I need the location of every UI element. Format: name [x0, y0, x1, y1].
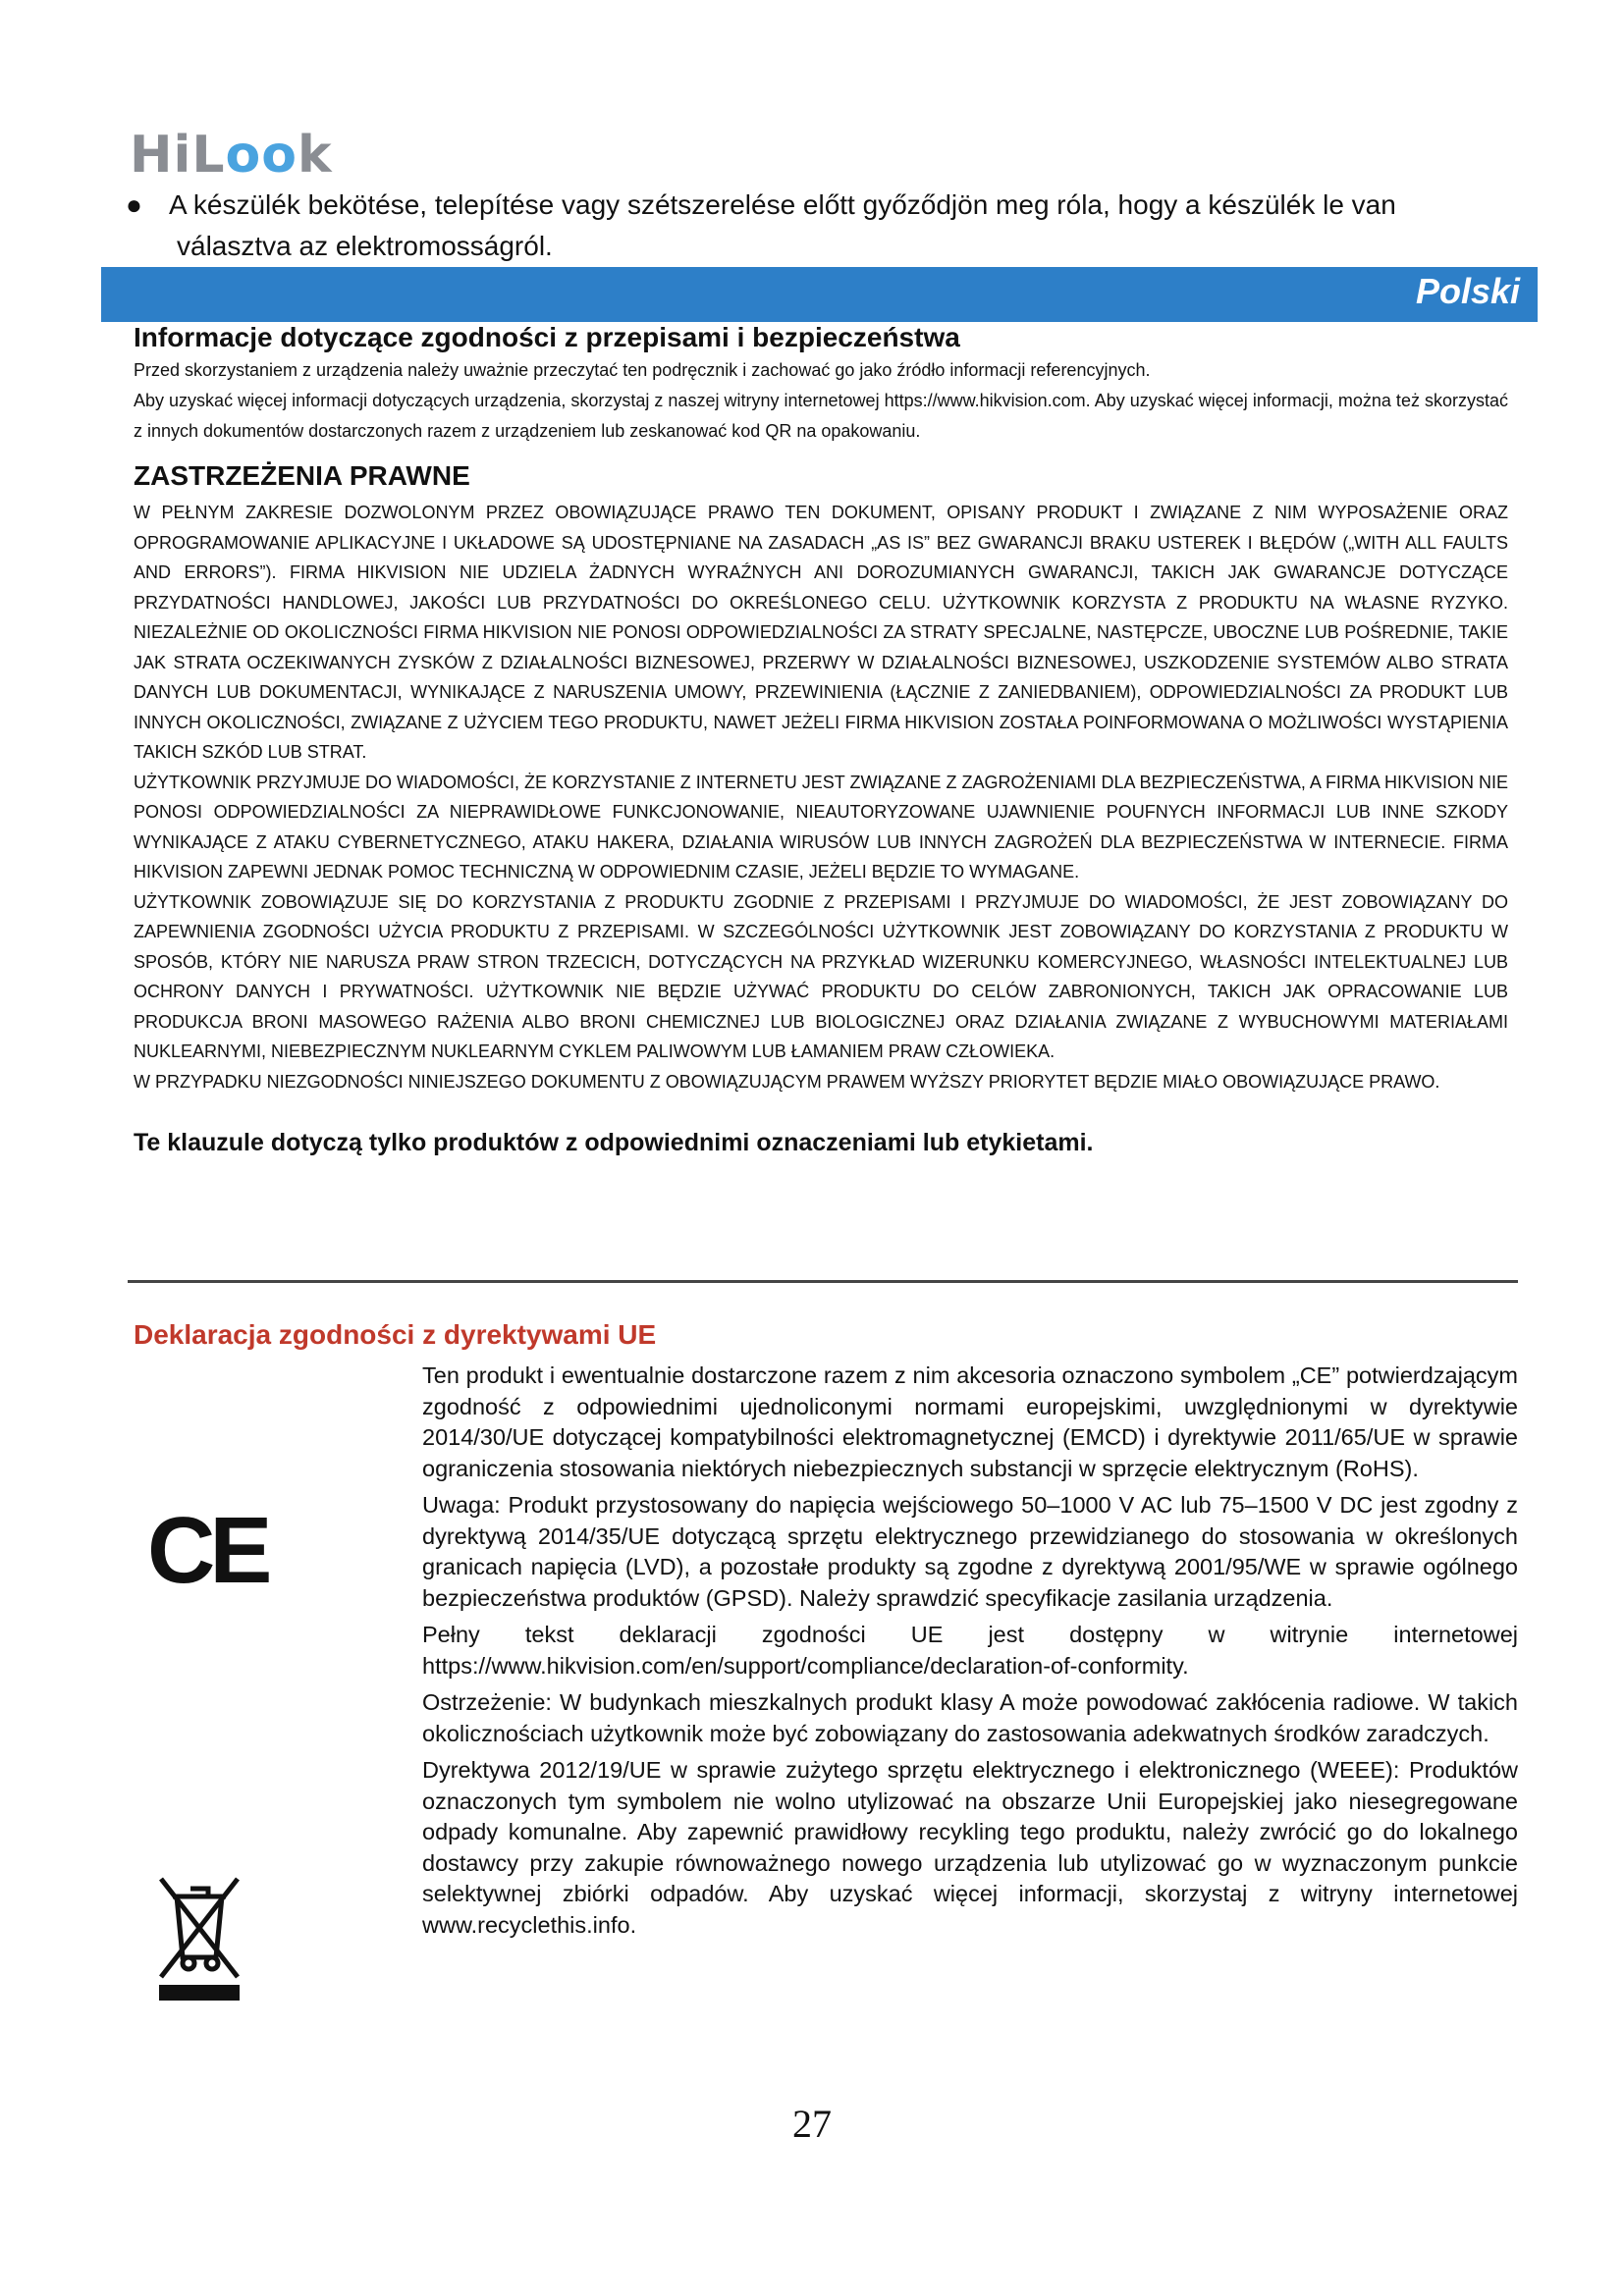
weee-bin-icon: [155, 1875, 244, 2002]
ce-mark-icon: CE: [147, 1498, 267, 1603]
section-divider: [128, 1280, 1518, 1283]
declaration-heading: Deklaracja zgodności z dyrektywami UE: [134, 1319, 657, 1350]
language-label: Polski: [1415, 271, 1520, 311]
language-bar: [101, 267, 1538, 322]
hilook-logo: HiLook: [130, 126, 333, 185]
info-paragraph-1: Przed skorzystaniem z urządzenia należy uważnie przeczytać ten podręcznik i zachować go jako źródło informacji referencyjnych.: [134, 360, 1151, 380]
declaration-paragraph-5: Dyrektywa 2012/19/UE w sprawie zużytego sprzętu elektrycznego i elektronicznego (WEEE): Produktów oznaczonych tym symbolem nie wolno utylizować na obszarze Unii Europejskiej jako niesegregowane odpady komunalne. Aby zapewnić prawidłowy recykling tego produktu, należy zwrócić go do lokalnego dostawcy przy zakupie równoważnego nowego urządzenia lub utylizować go w wyznaczonym punkcie selektywnej zbiórki odpadów. Aby uzyskać więcej informacji, skorzystaj z witryny internetowej www.recyclethis.info.: [422, 1757, 1518, 1938]
clause-note: Te klauzule dotyczą tylko produktów z odpowiednimi oznaczeniami lub etykietami.: [134, 1129, 1094, 1156]
main-content: [134, 320, 1508, 1159]
bullet-icon: ●: [126, 189, 142, 220]
legal-heading: ZASTRZEŻENIA PRAWNE: [134, 460, 470, 491]
legal-paragraph-3: UŻYTKOWNIK ZOBOWIĄZUJE SIĘ DO KORZYSTANIA Z PRODUKTU ZGODNIE Z PRZEPISAMI I PRZYJMUJE DO WIADOMOŚCI, ŻE JEST ZOBOWIĄZANY DO ZAPEWNIENIA ZGODNOŚCI UŻYCIA PRODUKTU Z PRZEPISAMI. W SZCZEGÓLNOŚCI UŻYTKOWNIK JEST ZOBOWIĄZANY DO KORZYSTANIA Z PRODUKTU W SPOSÓB, KTÓRY NIE NARUSZA PRAW STRON TRZECICH, DOTYCZĄCYCH NA PRZYKŁAD WIZERUNKU KOMERCYJNEGO, WŁASNOŚCI INTELEKTUALNEJ LUB OCHRONY DANYCH I PRYWATNOŚCI. UŻYTKOWNIK NIE BĘDZIE UŻYWAĆ PRODUKTU DO CELÓW ZABRONIONYCH, TAKICH JAK OPRACOWANIE LUB PRODUKCJA BRONI MASOWEGO RAŻENIA ALBO BRONI CHEMICZNEJ LUB BIOLOGICZNEJ ORAZ DZIAŁANIA ZWIĄZANE Z WYBUCHOWYMI MATERIAŁAMI NUKLEARNYMI, NIEBEZPIECZNYM NUKLEARNYM CYKLEM PALIWOWYM LUB ŁAMANIEM PRAW CZŁOWIEKA.: [134, 891, 1508, 1061]
bullet-paragraph: [126, 185, 1520, 267]
legal-paragraph-1: W PEŁNYM ZAKRESIE DOZWOLONYM PRZEZ OBOWIĄZUJĄCE PRAWO TEN DOKUMENT, OPISANY PRODUKT I ZWIĄZANE Z NIM WYPOSAŻENIE ORAZ OPROGRAMOWANIE APLIKACYJNE I UKŁADOWE SĄ UDOSTĘPNIANE NA ZASADACH „AS IS” BEZ GWARANCJI BRAKU USTEREK I BŁĘDÓW („WITH ALL FAULTS AND ERRORS”). FIRMA HIKVISION NIE UDZIELA ŻADNYCH WYRAŹNYCH ANI DOROZUMIANYCH GWARANCJI, TAKICH JAK GWARANCJE DOTYCZĄCE PRZYDATNOŚCI HANDLOWEJ, JAKOŚCI LUB PRZYDATNOŚCI DO OKREŚLONEGO CELU. UŻYTKOWNIK KORZYSTA Z PRODUKTU NA WŁASNE RYZYKO. NIEZALEŻNIE OD OKOLICZNOŚCI FIRMA HIKVISION NIE PONOSI ODPOWIEDZIALNOŚCI ZA STRATY SPECJALNE, NASTĘPCZE, UBOCZNE LUB POŚREDNIE, TAKIE JAK STRATA OCZEKIWANYCH ZYSKÓW Z DZIAŁALNOŚCI BIZNESOWEJ, PRZERWY W DZIAŁALNOŚCI BIZNESOWEJ, USZKODZENIE SYSTEMÓW ALBO STRATA DANYCH LUB DOKUMENTACJI, WYNIKAJĄCE Z NARUSZENIA UMOWY, PRZEWINIENIA (ŁĄCZNIE Z ZANIEDBANIEM), ODPOWIEDZIALNOŚCI ZA PRODUKT LUB INNYCH OKOLICZNOŚCI, ZWIĄZANE Z UŻYCIEM TEGO PRODUKTU, NAWET JEŻELI FIRMA HIKVISION ZOSTAŁA POINFORMOWANA O MOŻLIWOŚCI WYSTĄPIENIA TAKICH SZKÓD LUB STRAT.: [134, 503, 1508, 762]
declaration-paragraph-1: Ten produkt i ewentualnie dostarczone razem z nim akcesoria oznaczono symbolem „CE” potwierdzającym zgodność z odpowiednimi ujednoliconymi normami europejskimi, uwzględnionymi w dyrektywie 2014/30/UE dotyczącej kompatybilności elektromagnetycznej (EMCD) i dyrektywie 2011/65/UE w sprawie ograniczenia stosowania niektórych niebezpiecznych substancji w sprzęcie elektrycznym (RoHS).: [422, 1362, 1518, 1481]
legal-paragraph-2: UŻYTKOWNIK PRZYJMUJE DO WIADOMOŚCI, ŻE KORZYSTANIE Z INTERNETU JEST ZWIĄZANE Z ZAGROŻENIAMI DLA BEZPIECZEŃSTWA, A FIRMA HIKVISION NIE PONOSI ODPOWIEDZIALNOŚCI ZA NIEPRAWIDŁOWE FUNKCJONOWANIE, NIEAUTORYZOWANE UJAWNIENIE POUFNYCH INFORMACJI LUB INNE SZKODY WYNIKAJĄCE Z ATAKU CYBERNETYCZNEGO, ATAKU HAKERA, DZIAŁANIA WIRUSÓW LUB INNYCH ZAGROŻEŃ DLA BEZPIECZEŃSTWA W INTERNECIE. FIRMA HIKVISION ZAPEWNI JEDNAK POMOC TECHNICZNĄ W ODPOWIEDNIM CZASIE, JEŻELI BĘDZIE TO WYMAGANE.: [134, 772, 1508, 881]
declaration-paragraph-3: Pełny tekst deklaracji zgodności UE jest dostępny w witrynie internetowej https://www.hikvision.com/en/support/compliance/declaration-of-conformity.: [422, 1622, 1518, 1679]
bullet-line-2: választva az elektromosságról.: [177, 231, 553, 261]
declaration-paragraph-4: Ostrzeżenie: W budynkach mieszkalnych produkt klasy A może powodować zakłócenia radiowe. W takich okolicznościach użytkownik może być zobowiązany do zastosowania adekwatnych środków zaradczych.: [422, 1689, 1518, 1746]
bullet-line-1: A készülék bekötése, telepítése vagy szétszerelése előtt győződjön meg róla, hogy a készülék le van: [169, 189, 1396, 220]
page-number: 27: [792, 2102, 832, 2146]
info-paragraph-2: Aby uzyskać więcej informacji dotyczących urządzenia, skorzystaj z naszej witryny internetowej https://www.hikvision.com. Aby uzyskać więcej informacji, można też skorzystać z innych dokumentów dostarczonych razem z urządzeniem lub zeskanować kod QR na opakowaniu.: [134, 391, 1508, 441]
info-heading: Informacje dotyczące zgodności z przepisami i bezpieczeństwa: [134, 322, 960, 352]
declaration-text: [422, 1361, 1518, 1947]
legal-paragraph-4: W PRZYPADKU NIEZGODNOŚCI NINIEJSZEGO DOKUMENTU Z OBOWIĄZUJĄCYM PRAWEM WYŻSZY PRIORYTET BĘDZIE MIAŁO OBOWIĄZUJĄCE PRAWO.: [134, 1071, 1440, 1092]
declaration-paragraph-2: Uwaga: Produkt przystosowany do napięcia wejściowego 50–1000 V AC lub 75–1500 V DC jest zgodny z dyrektywą 2014/35/UE dotyczącą sprzętu elektrycznego przewidzianego do stosowania w określonych granicach napięcia (LVD), a pozostałe produkty są zgodne z dyrektywą 2001/95/WE w sprawie ogólnego bezpieczeństwa produktów (GPSD). Należy sprawdzić specyfikacje zasilania urządzenia.: [422, 1492, 1518, 1611]
